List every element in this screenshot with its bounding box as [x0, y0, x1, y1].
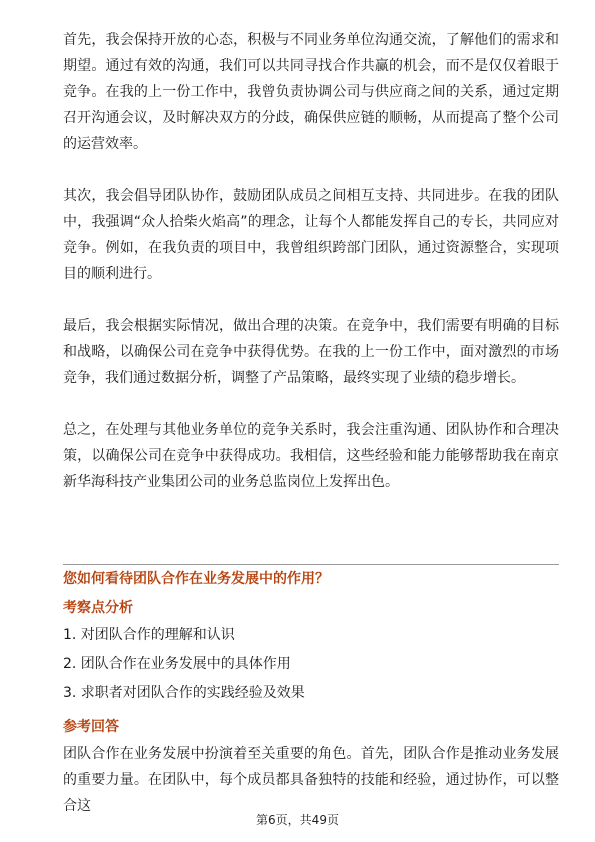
- body-paragraph-1: 首先，我会保持开放的心态，积极与不同业务单位沟通交流，了解他们的需求和期望。通过有效的沟通，我们可以共同寻找合作共赢的机会，而不是仅仅着眼于竞争。在我的上一份工作中，我曾负责协调公司与供应商之间的关系，通过定期召开沟通会议，及时解决双方的分歧，确保供应链的顺畅，从而提高了整个公司的运营效率。: [63, 32, 559, 152]
- analysis-points-list: [63, 621, 559, 708]
- section-divider: [63, 564, 559, 565]
- analysis-point-3: 3. 求职者对团队合作的实践经验及效果: [63, 685, 305, 701]
- reference-answer-heading: 参考回答: [63, 719, 119, 735]
- reference-answer-text: 团队合作在业务发展中扮演着至关重要的角色。首先，团队合作是推动业务发展的重要力量。在团队中，每个成员都具备独特的技能和经验，通过协作，可以整合这: [63, 746, 559, 814]
- analysis-heading: 考察点分析: [63, 600, 133, 616]
- body-paragraph-2: 其次，我会倡导团队协作，鼓励团队成员之间相互支持、共同进步。在我的团队中，我强调“众人拾柴火焰高”的理念，让每个人都能发挥自己的专长，共同应对竞争。例如，在我负责的项目中，我曾组织跨部门团队，通过资源整合，实现项目的顺利进行。: [63, 188, 559, 282]
- body-paragraph-3: 最后，我会根据实际情况，做出合理的决策。在竞争中，我们需要有明确的目标和战略，以确保公司在竞争中获得优势。在我的上一份工作中，面对激烈的市场竞争，我们通过数据分析，调整了产品策略，最终实现了业绩的稳步增长。: [63, 318, 559, 386]
- page-number: 第6页，共49页: [256, 813, 339, 827]
- question-title: 您如何看待团队合作在业务发展中的作用？: [63, 571, 329, 587]
- body-paragraph-4: 总之，在处理与其他业务单位的竞争关系时，我会注重沟通、团队协作和合理决策，以确保公司在竞争中获得成功。我相信，这些经验和能力能够帮助我在南京新华海科技产业集团公司的业务总监岗位上发挥出色。: [63, 422, 559, 490]
- analysis-point-2: 2. 团队合作在业务发展中的具体作用: [63, 656, 291, 672]
- analysis-point-1: 1. 对团队合作的理解和认识: [63, 627, 235, 643]
- answer-body: [63, 27, 559, 495]
